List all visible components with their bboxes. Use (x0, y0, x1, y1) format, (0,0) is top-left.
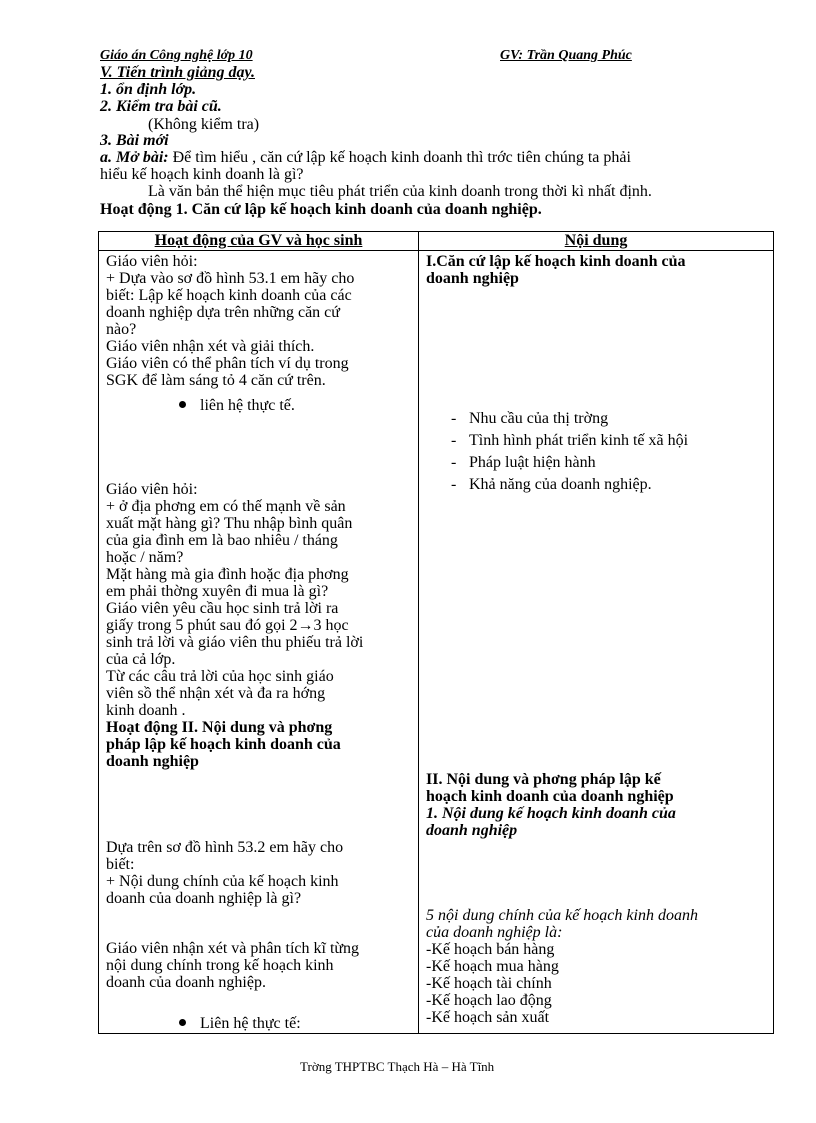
activity-2-heading (106, 719, 341, 770)
text-line: viên sồ thể nhận xét và đa ra hớng (106, 685, 326, 702)
bullet-relate-1 (179, 397, 295, 414)
text-line: hoặc / năm? (106, 549, 184, 566)
bullet-text: Liên hệ thực tế: (200, 1015, 301, 1032)
text-line: Hoạt động II. Nội dung và phơng (106, 719, 333, 736)
bullet-icon (179, 1019, 186, 1026)
text-line: + Dựa vào sơ đồ hình 53.1 em hãy cho (106, 270, 355, 287)
lesson-table (98, 231, 774, 1034)
text-line: doanh nghiệp (106, 753, 199, 770)
text-fragment: giấy trong 5 phút sau đó gọi 2 (106, 617, 298, 634)
col-activity-header: Hoạt động của GV và học sinh (99, 232, 419, 251)
header-course: Giáo án Công nghệ lớp 10 (100, 48, 253, 63)
arrow-icon: → (297, 617, 314, 634)
list-item (451, 408, 688, 430)
footer-school: Trờng THPTBC Thạch Hà – Hà Tĩnh (300, 1059, 495, 1074)
activity-1-heading: Hoạt động 1. Căn cứ lập kế hoạch kinh doanh của doanh nghiệp. (100, 201, 542, 218)
text-line: xuất mặt hàng gì? Thu nhập bình quân (106, 515, 353, 532)
list-item-text: Pháp luật hiện hành (469, 454, 596, 471)
text-line: biết: Lập kế hoạch kinh doanh của các (106, 287, 352, 304)
list-item-text: Tình hình phát triển kinh tế xã hội (469, 432, 689, 449)
intro-line-1 (100, 149, 631, 166)
text-line: II. Nội dung và phơng pháp lập kế (426, 771, 661, 788)
list-item: -Kế hoạch lao động (426, 992, 552, 1009)
list-item: -Kế hoạch tài chính (426, 975, 552, 992)
text-line: Giáo viên hỏi: (106, 253, 198, 270)
bases-list (451, 408, 688, 496)
question-1 (106, 253, 354, 389)
section-title: V. Tiến trình giảng dạy. (100, 64, 255, 81)
table-header-row (99, 232, 774, 251)
text-line: Mặt hàng mà gia đình hoặc địa phơng (106, 566, 349, 583)
text-line: của cả lớp. (106, 651, 176, 668)
step-2: 2. Kiểm tra bài cũ. (100, 98, 222, 115)
text-line: em phải thờng xuyên đi mua là gì? (106, 583, 329, 600)
text-line: + ở địa phơng em có thế mạnh về sản (106, 498, 346, 515)
step-2-note: (Không kiểm tra) (148, 116, 260, 133)
text-line: doanh nghiệp (426, 270, 519, 287)
text-line: Giáo viên hỏi: (106, 481, 198, 498)
text-line: pháp lập kế hoạch kinh doanh của (106, 736, 341, 753)
question-2 (106, 481, 363, 719)
step-3: 3. Bài mới (100, 132, 169, 149)
text-line: hoạch kinh doanh của doanh nghiệp (426, 788, 674, 805)
dash-icon: - (451, 454, 457, 471)
list-item-text: Nhu cầu của thị trờng (469, 410, 609, 427)
intro-line-2: hiểu kế hoạch kinh doanh là gì? (100, 166, 304, 183)
text-line: Giáo viên nhận xét và phân tích kĩ từng (106, 940, 360, 957)
text-line: kinh doanh . (106, 702, 186, 719)
text-line: + Nội dung chính của kế hoạch kinh (106, 873, 339, 890)
bullet-relate-2 (179, 1015, 301, 1032)
table-body-row (99, 251, 774, 1034)
text-line: doanh nghiệp dựa trên những căn cứ (106, 304, 340, 321)
intro-text: Để tìm hiểu , căn cứ lập kế hoạch kinh doanh thì trớc tiên chúng ta phải (168, 149, 631, 166)
list-item: -Kế hoạch bán hàng (426, 941, 555, 958)
text-line (106, 617, 363, 634)
list-item (451, 430, 688, 452)
list-item: -Kế hoạch sản xuất (426, 1009, 550, 1026)
content-heading-2 (426, 771, 674, 805)
question-3 (106, 839, 343, 907)
bullet-text: liên hệ thực tế. (200, 397, 295, 414)
list-item (451, 452, 688, 474)
col-content-header: Nội dung (419, 232, 774, 251)
bullet-icon (179, 401, 186, 408)
content-cell (419, 251, 774, 1034)
dash-icon: - (451, 476, 457, 493)
text-line: nào? (106, 321, 137, 338)
text-line: của doanh nghiệp là: (426, 924, 563, 941)
text-line: Giáo viên yêu cầu học sinh trả lời ra (106, 600, 339, 617)
text-line: sinh trả lời và giáo viên thu phiếu trả lời (106, 634, 364, 651)
dash-icon: - (451, 432, 457, 449)
text-line: Giáo viên có thể phân tích ví dụ trong (106, 355, 349, 372)
text-line: Dựa trên sơ đồ hình 53.2 em hãy cho (106, 839, 344, 856)
list-item-text: Khả năng của doanh nghiệp. (469, 476, 652, 493)
text-fragment: 3 học (313, 617, 349, 634)
text-line: nội dung chính trong kế hoạch kinh (106, 957, 334, 974)
text-line: doanh nghiệp (426, 822, 518, 839)
step-1: 1. ổn định lớp. (100, 81, 197, 98)
text-line: I.Căn cứ lập kế hoạch kinh doanh của (426, 253, 686, 270)
dash-icon: - (451, 410, 457, 427)
list-item (451, 474, 688, 496)
text-line: doanh của doanh nghiệp là gì? (106, 890, 302, 907)
plans-list (426, 941, 559, 1026)
text-line: 1. Nội dung kế hoạch kinh doanh của (426, 805, 676, 822)
five-contents-intro (426, 907, 698, 941)
text-line: 5 nội dung chính của kế hoạch kinh doanh (426, 907, 698, 924)
text-line: biết: (106, 856, 135, 873)
text-line: doanh của doanh nghiệp. (106, 974, 266, 991)
text-line: của gia đình em là bao nhiêu / tháng (106, 532, 338, 549)
text-line: Giáo viên nhận xét và giải thích. (106, 338, 315, 355)
activity-cell (99, 251, 419, 1034)
intro-label: a. Mở bài: (100, 149, 169, 166)
text-line: Từ các câu trả lời của học sinh giáo (106, 668, 334, 685)
text-line: SGK để làm sáng tỏ 4 căn cứ trên. (106, 372, 326, 389)
list-item: -Kế hoạch mua hàng (426, 958, 559, 975)
header-teacher: GV: Trần Quang Phúc (500, 48, 632, 63)
teacher-analysis (106, 940, 359, 991)
content-subheading-1 (426, 805, 676, 839)
intro-line-3: Là văn bản thể hiện mục tiêu phát triển của kinh doanh trong thời kì nhất định. (148, 183, 652, 200)
content-heading-1 (426, 253, 685, 287)
